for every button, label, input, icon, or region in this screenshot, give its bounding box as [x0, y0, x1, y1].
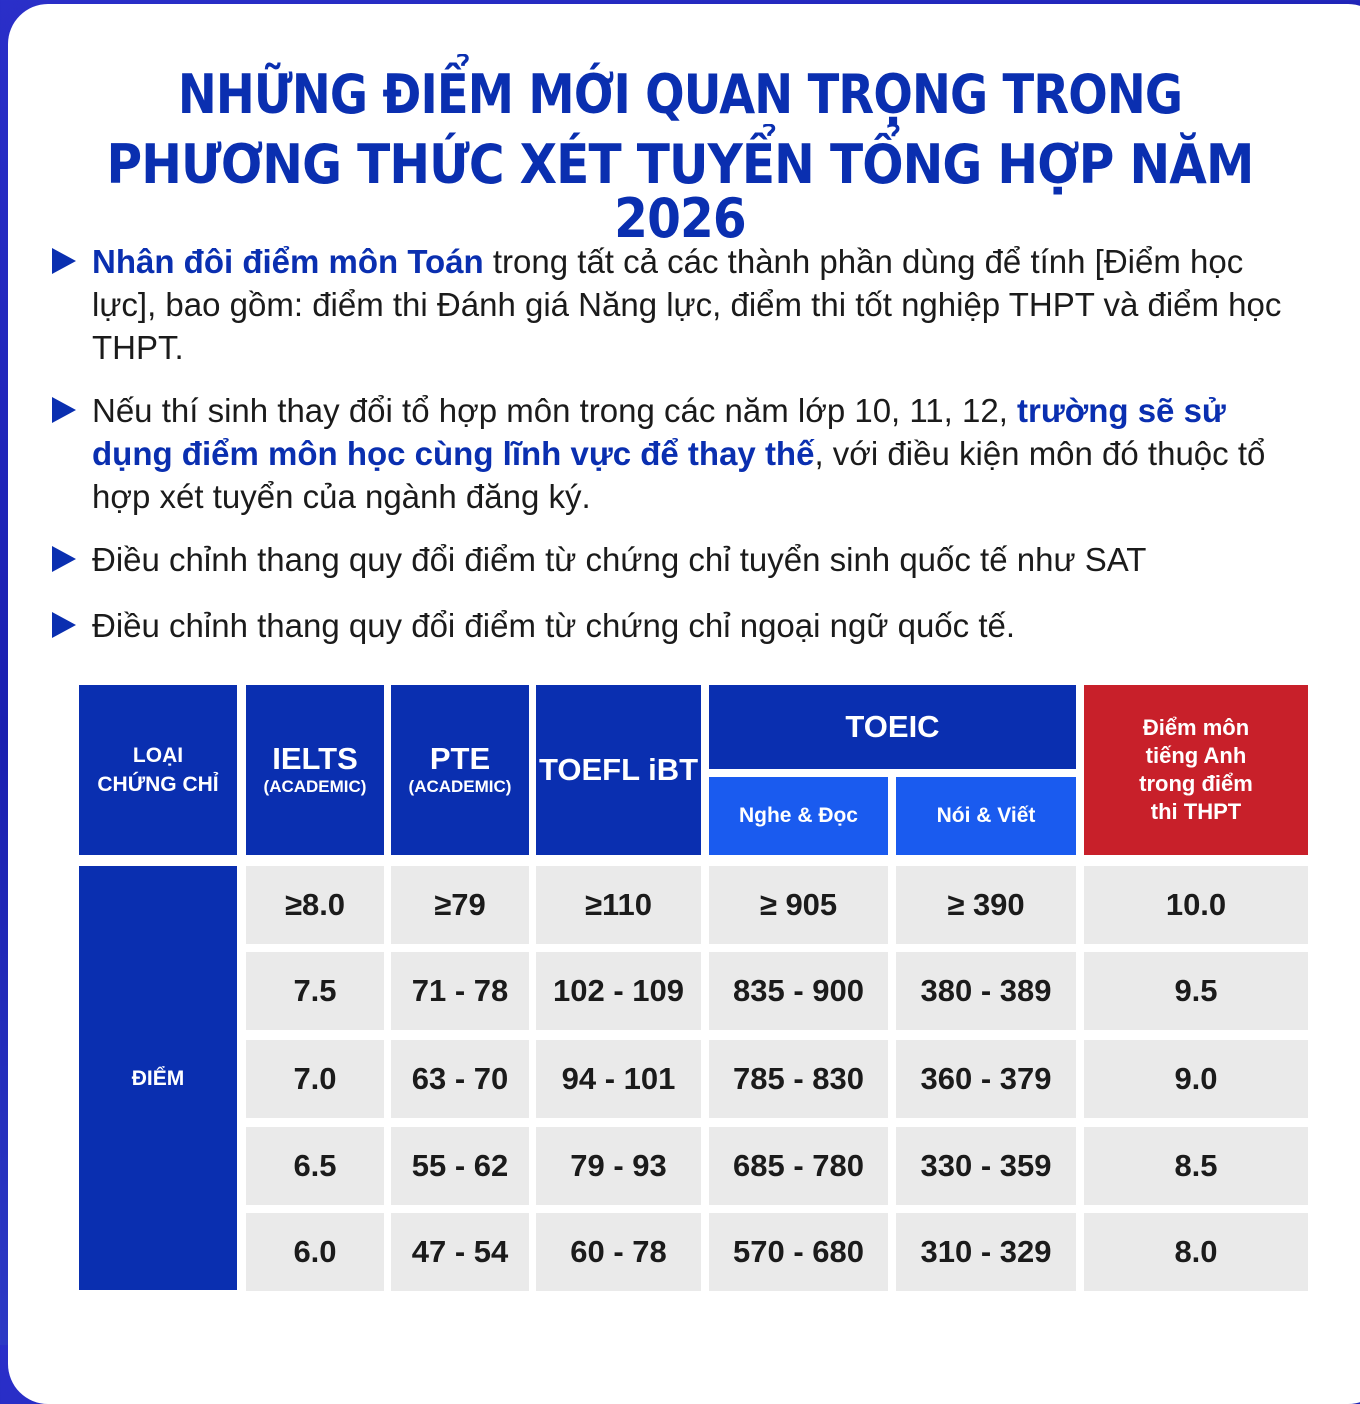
- table-cell: ≥8.0: [246, 866, 384, 944]
- table-cell: 9.5: [1084, 952, 1308, 1030]
- header-label: CHỨNG CHỈ: [97, 773, 219, 796]
- table-cell: 785 - 830: [709, 1040, 888, 1118]
- table-cell: ≥79: [391, 866, 529, 944]
- triangle-bullet-icon: [52, 397, 76, 423]
- triangle-bullet-icon: [52, 546, 76, 572]
- table-cell: 7.0: [246, 1040, 384, 1118]
- table-cell: 9.0: [1084, 1040, 1308, 1118]
- header-label: TOEIC: [845, 709, 940, 744]
- table-cell: ≥110: [536, 866, 701, 944]
- header-toeic-listen-read: Nghe & Đọc: [709, 777, 888, 855]
- triangle-bullet-icon: [52, 612, 76, 638]
- table-cell: 8.0: [1084, 1213, 1308, 1291]
- page-title-line-2: PHƯƠNG THỨC XÉT TUYỂN TỔNG HỢP NĂM 2026: [106, 133, 1254, 250]
- header-label: tiếng Anh: [1145, 743, 1247, 768]
- table-cell: ≥ 905: [709, 866, 888, 944]
- table-cell: 7.5: [246, 952, 384, 1030]
- header-label: Điểm môn: [1142, 715, 1250, 740]
- table-cell: 102 - 109: [536, 952, 701, 1030]
- table-cell: 63 - 70: [391, 1040, 529, 1118]
- table-cell: 570 - 680: [709, 1213, 888, 1291]
- table-cell: 330 - 359: [896, 1127, 1076, 1205]
- header-thpt-english: [1084, 685, 1308, 855]
- header-label: LOẠI: [132, 744, 184, 767]
- header-label: trong điểm: [1139, 771, 1253, 796]
- table-cell: 60 - 78: [536, 1213, 701, 1291]
- table-cell: ≥ 390: [896, 866, 1076, 944]
- triangle-bullet-icon: [52, 248, 76, 274]
- header-pte: [391, 685, 529, 855]
- table-cell: 10.0: [1084, 866, 1308, 944]
- table-cell: 71 - 78: [391, 952, 529, 1030]
- bullet-item: [52, 389, 1312, 518]
- table-cell: 310 - 329: [896, 1213, 1076, 1291]
- bullet-text: trong tất cả các thành phần dùng để tính [Điểm học lực], bao gồm: điểm thi Đánh giá Năng lực, điểm thi tốt nghiệp THPT và điểm học THPT.: [92, 243, 1282, 366]
- bullet-text: Điều chỉnh thang quy đổi điểm từ chứng chỉ tuyển sinh quốc tế như SAT: [92, 541, 1147, 578]
- header-label: PTE: [429, 741, 491, 776]
- header-sublabel: (ACADEMIC): [263, 777, 367, 796]
- table-cell: 835 - 900: [709, 952, 888, 1030]
- header-label: IELTS: [272, 741, 358, 776]
- header-label: TOEFL iBT: [538, 752, 699, 787]
- bullet-item: [52, 538, 1312, 581]
- table-cell: 380 - 389: [896, 952, 1076, 1030]
- bullet-highlight: trường sẽ sử dụng điểm môn học cùng lĩnh vực để thay thế: [92, 392, 1226, 472]
- table-cell: 47 - 54: [391, 1213, 529, 1291]
- header-certificate-type: [79, 685, 237, 855]
- table-cell: 6.0: [246, 1213, 384, 1291]
- header-toefl: [536, 685, 701, 855]
- table-cell: 6.5: [246, 1127, 384, 1205]
- header-sublabel: (ACADEMIC): [408, 777, 512, 796]
- bullet-text: Điều chỉnh thang quy đổi điểm từ chứng chỉ ngoại ngữ quốc tế.: [92, 607, 1016, 644]
- bullet-item: [52, 604, 1312, 647]
- header-toeic: [709, 685, 1076, 769]
- bullet-item: [52, 240, 1312, 369]
- bullet-highlight: Nhân đôi điểm môn Toán: [92, 243, 484, 280]
- header-toeic-speak-write: Nói & Viết: [896, 777, 1076, 855]
- table-cell: 8.5: [1084, 1127, 1308, 1205]
- page-title-line-1: NHỮNG ĐIỂM MỚI QUAN TRỌNG TRONG: [177, 63, 1183, 126]
- table-cell: 94 - 101: [536, 1040, 701, 1118]
- table-cell: 55 - 62: [391, 1127, 529, 1205]
- table-cell: 79 - 93: [536, 1127, 701, 1205]
- bullet-text: , với điều kiện môn đó thuộc tổ hợp xét tuyển của ngành đăng ký.: [92, 435, 1266, 515]
- header-label: thi THPT: [1150, 799, 1242, 824]
- bullet-text: Nếu thí sinh thay đổi tổ hợp môn trong các năm lớp 10, 11, 12,: [92, 392, 1018, 429]
- table-cell: 685 - 780: [709, 1127, 888, 1205]
- header-ielts: [246, 685, 384, 855]
- row-label-score: ĐIỂM: [79, 866, 237, 1290]
- table-cell: 360 - 379: [896, 1040, 1076, 1118]
